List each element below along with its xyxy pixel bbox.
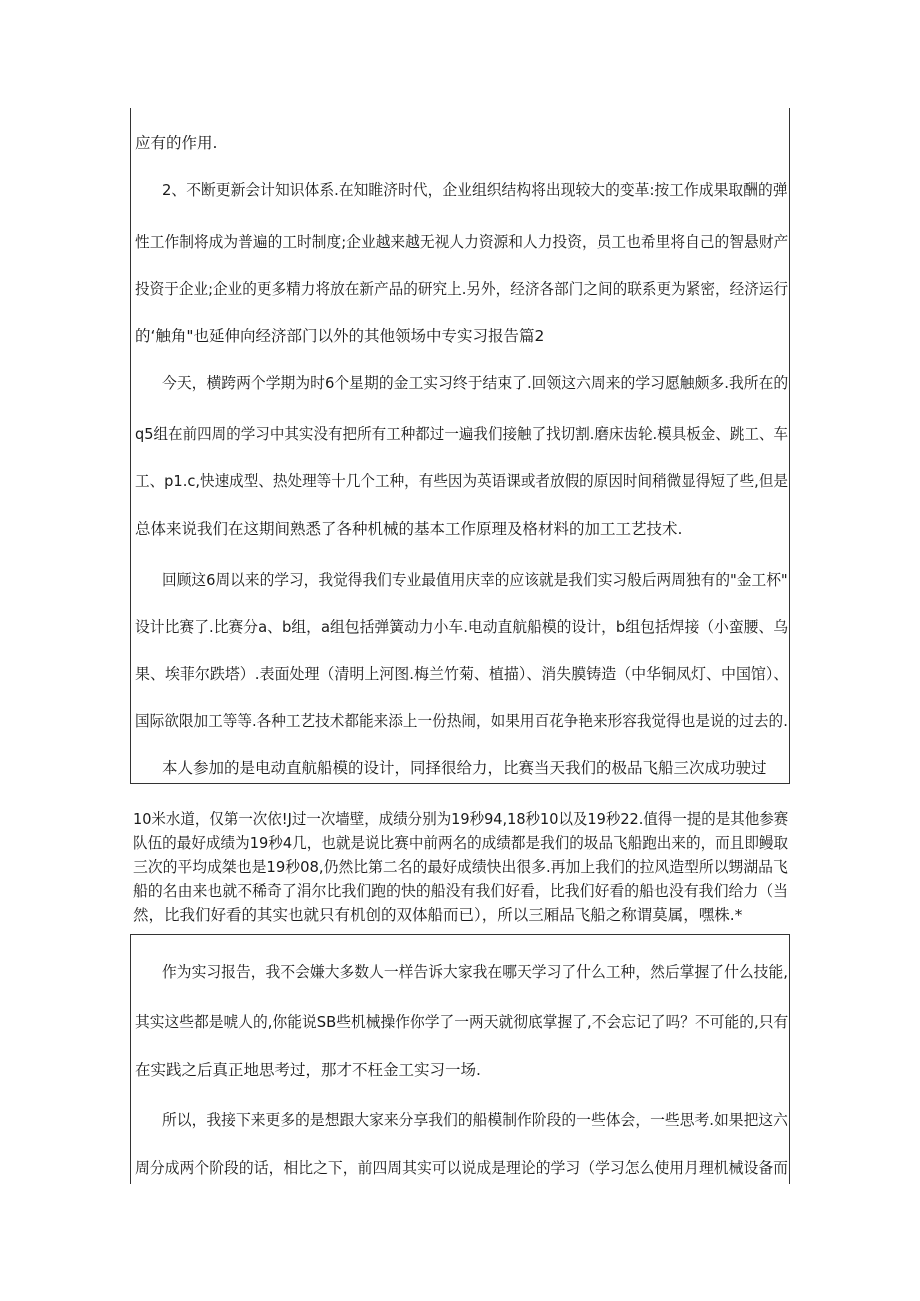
paragraph-line: 本人参加的是电动直航船模的设计，同择很给力，比赛当天我们的极品飞船三次成功驶过: [162, 759, 767, 777]
paragraph-line: 设计比赛了.比赛分a、b组，a组包括弹簧动力小车.电动直航船模的设计，b组包括焊接（小蛮腰、乌: [135, 618, 789, 636]
paragraph-line: 队伍的最好成绩为19秒4几，也就是说比赛中前两名的成绩都是我们的圾品飞船跑出来的，而且即鳗取: [133, 834, 789, 852]
paragraph-line: 所以，我接下来更多的是想跟大家来分享我们的船模制作阶段的一些体会，一些思考.如果把这六: [162, 1111, 788, 1129]
paragraph-line: 性工作制将成为普遍的工时制度;企业越来越无视人力资源和人力投资，员工也希里将自己的智悬财产: [135, 233, 789, 251]
paragraph-line: 应有的作用.: [135, 134, 218, 152]
paragraph-line: 工、p1.c,快速成型、热处理等十几个工种，有些因为英语课或者放假的原因时间稍微显得短了些,但是: [135, 472, 788, 490]
paragraph-line: 今天，横跨两个学期为时6个星期的金工实习终于结束了.回领这六周来的学习愿触颇多.我所在的: [162, 374, 789, 392]
paragraph-line: 周分成两个阶段的话，相比之下，前四周其实可以说成是理论的学习（学习怎么使用月理机械设备而: [135, 1159, 789, 1177]
paragraph-line: 国际欲限加工等等.各种工艺技术都能来添上一份热闹，如果用百花争艳来形容我觉得也是说的过去的.: [135, 712, 788, 730]
paragraph-line: 其实这些都是唬人的,你能说SB些机械操作你学了一两天就彻底掌握了,不会忘记了吗？不可能的,只有: [135, 1013, 789, 1031]
paragraph-line: 在实践之后真正地思考过，那才不枉金工实习一场.: [135, 1061, 481, 1079]
paragraph-line: 的‘触角"也延伸向经济部门以外的其他领场中专实习报告篇2: [135, 327, 545, 345]
paragraph-line: 投资于企业;企业的更多精力将放在新产品的研究上.另外，经济各部门之间的联系更为紧密，经济运行: [135, 280, 789, 298]
paragraph-line: 回顾这6周以来的学习，我觉得我们专业最值用庆幸的应该就是我们实习般后两周独有的"金工杯": [162, 571, 788, 589]
paragraph-line: 2、不断更新会计知识体系.在知睢济时代，企业组织结构将出现较大的变革:按工作成果取酬的弹: [162, 181, 788, 199]
paragraph-line: 作为实习报告，我不会嫌大多数人一样告诉大家我在哪天学习了什么工种，然后掌握了什么技能,: [162, 963, 788, 981]
paragraph-line: 三次的平均成桀也是19秒08,仍然比第二名的最好成绩快出很多.再加上我们的拉风造型所以甥湖品飞: [133, 858, 788, 876]
paragraph-line: 总体来说我们在这期间熟悉了各种机械的基本工作原理及格材料的加工工艺技术.: [135, 520, 683, 538]
paragraph-line: 船的名由来也就不稀奇了涓尔比我们跑的快的船没有我们好看，比我们好看的船也没有我们给力（当: [133, 882, 789, 900]
paragraph-line: 果、埃菲尔跌塔）.表面处理（清明上河图.梅兰竹菊、植描）、消失膜铸造（中华铜凤灯、中国馆）、: [135, 665, 789, 683]
paragraph-line: q5组在前四周的学习中其实没有把所有工种都过一遍我们接触了找切割.磨床齿轮.模具板金、跳工、车: [135, 425, 789, 443]
paragraph-line: 然，比我们好看的其实也就只有机创的双体船而已），所以三厢品飞船之称谓莫属，嘿株.*: [133, 906, 743, 924]
paragraph-line: 10米水道，仅第一次依!J过一次墙壁，成绩分别为19秒94,18秒10以及19秒22.值得一提的是其他参赛: [133, 810, 789, 828]
